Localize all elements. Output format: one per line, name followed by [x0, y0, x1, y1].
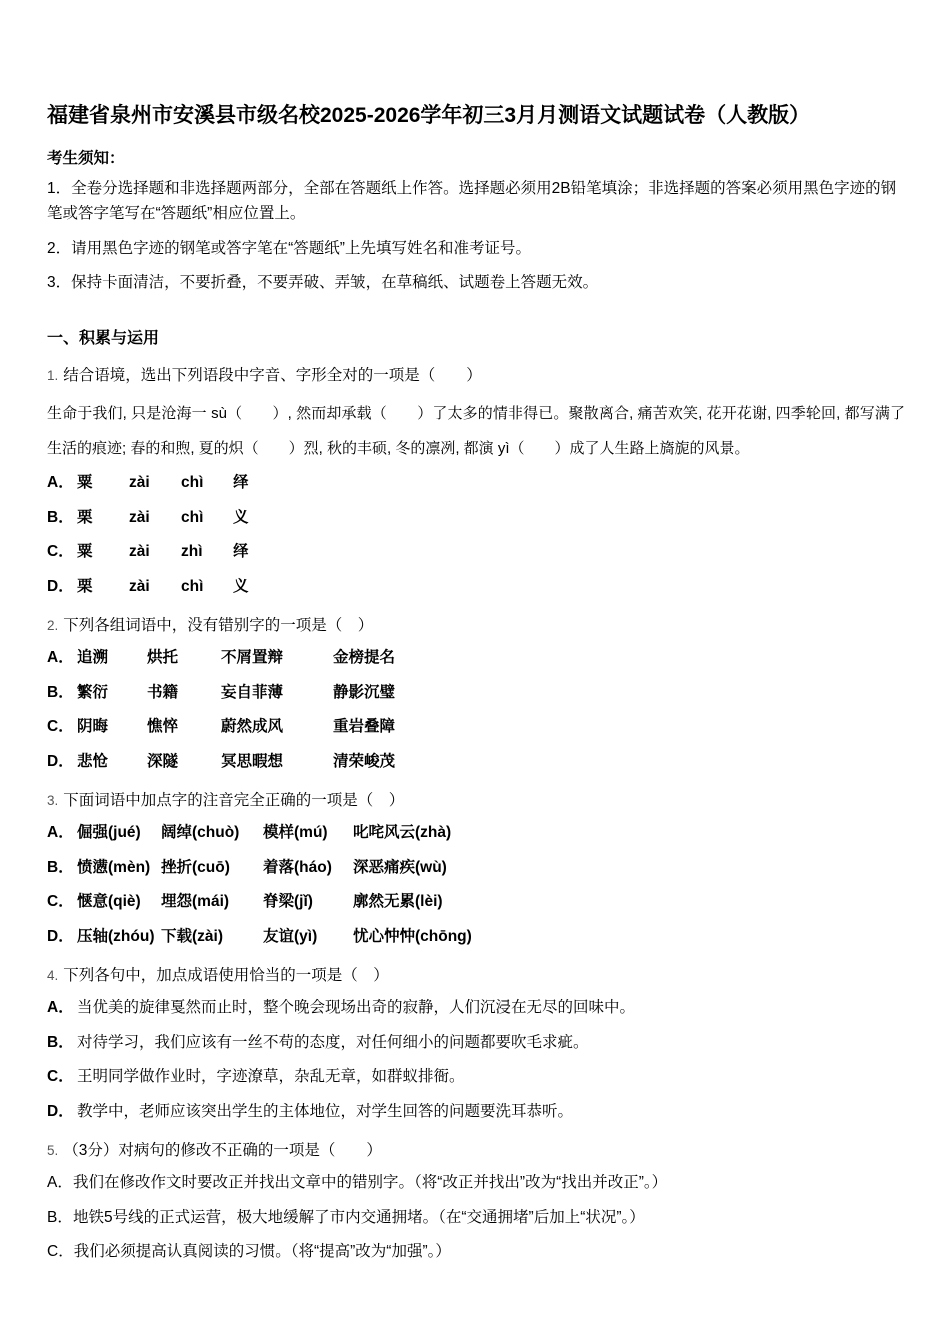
option-label: B． — [47, 858, 74, 876]
option-item: zài — [129, 578, 150, 596]
option-item: zài — [129, 474, 150, 492]
option-item: 模样(mú) — [263, 824, 328, 842]
notice-item: 2．请用黑色字迹的钢笔或答字笔在“答题纸”上先填写姓名和准考证号。 — [47, 239, 531, 257]
option-item: 脊梁(jǐ) — [263, 893, 313, 911]
option-item: 着落(háo) — [263, 858, 332, 876]
option-item: zài — [129, 508, 150, 526]
option-item: 烘托 — [147, 649, 179, 667]
option-item: 惬意(qiè) — [77, 893, 141, 911]
section-heading: 一、积累与运用 — [47, 329, 160, 347]
question-stem — [47, 364, 905, 387]
option-item: 愤懑(mèn) — [77, 858, 151, 876]
question-passage: 生命于我们, 只是沧海一 sù（ ）, 然而却承载（ ）了太多的情非得已。聚散离合, 痛苦欢笑, 花开花谢, 四季轮回, 都写满了生活的痕迹; 春的和煦, 夏的炽（ ）烈, 秋的丰硕, 冬的凛冽, 都演 yì（ ）成了人生路上旖旎的风景。 — [47, 405, 905, 457]
option-item: 阔绰(chuò) — [161, 824, 240, 842]
option-item: 蔚然成风 — [221, 718, 284, 736]
option-item: 倔强(jué) — [77, 824, 141, 842]
option-item: 义 — [233, 578, 249, 596]
option-item: 憔悴 — [147, 718, 179, 736]
question-stem-text: （3分）对病句的修改不正确的一项是（ ） — [63, 1141, 382, 1159]
option-row — [47, 926, 905, 948]
option-label: B． — [47, 1208, 73, 1226]
option-text: 当优美的旋律戛然而止时，整个晚会现场出奇的寂静，人们沉浸在无尽的回味中。 — [77, 999, 636, 1017]
option-row — [47, 472, 905, 494]
notice-header: 考生须知： — [47, 150, 125, 168]
question-stem — [47, 614, 905, 637]
option-item: 绎 — [233, 474, 249, 492]
option-item: 粟 — [77, 474, 93, 492]
option-item: 深隧 — [147, 753, 179, 771]
option-text: 教学中，老师应该突出学生的主体地位，对学生回答的问题要洗耳恭听。 — [77, 1103, 574, 1121]
option-label: B． — [47, 508, 74, 526]
option-item: 不屑置辩 — [221, 649, 284, 667]
question-stem-text: 下列各组词语中，没有错别字的一项是（ ） — [63, 616, 374, 634]
option-item: 栗 — [77, 578, 93, 596]
option-row — [47, 891, 905, 913]
option-item: 叱咤风云(zhà) — [353, 824, 452, 842]
option-label: D． — [47, 928, 74, 946]
option-item: 义 — [233, 508, 249, 526]
option-item: 阴晦 — [77, 718, 109, 736]
option-text: 王明同学做作业时，字迹潦草，杂乱无章，如群蚁排衙。 — [77, 1068, 465, 1086]
option-row — [47, 716, 905, 738]
option-label: C． — [47, 1243, 74, 1261]
option-item: 忧心忡忡(chōng) — [353, 928, 472, 946]
option-item: 静影沉璧 — [333, 683, 396, 701]
option-label: C． — [47, 543, 74, 561]
option-item: 妄自菲薄 — [221, 683, 284, 701]
option-label: A． — [47, 649, 74, 667]
option-row — [47, 1172, 905, 1194]
option-item: 栗 — [77, 508, 93, 526]
option-item: 友谊(yì) — [263, 928, 318, 946]
option-text: 我们必须提高认真阅读的习惯。（将“提高”改为“加强”。） — [73, 1243, 451, 1261]
option-item: zài — [129, 543, 150, 561]
question-number: 4. — [47, 967, 59, 983]
option-row — [47, 857, 905, 879]
option-item: 悲怆 — [77, 753, 109, 771]
option-text: 我们在修改作文时要改正并找出文章中的错别字。（将“改正并找出”改为“找出并改正”。） — [73, 1174, 668, 1192]
question-number: 3. — [47, 792, 59, 808]
option-item: 下载(zài) — [161, 928, 224, 946]
option-label: B． — [47, 1033, 74, 1051]
option-row — [47, 751, 905, 773]
option-label: A． — [47, 1174, 73, 1192]
option-row — [47, 1241, 905, 1263]
option-text: 对待学习，我们应该有一丝不苟的态度，对任何细小的问题都要吹毛求疵。 — [77, 1033, 589, 1051]
option-label: C． — [47, 893, 74, 911]
option-item: zhì — [181, 543, 203, 561]
option-label: C． — [47, 1068, 74, 1086]
option-item: chì — [181, 578, 204, 596]
option-label: A． — [47, 474, 74, 492]
option-item: 深恶痛疾(wù) — [353, 858, 447, 876]
option-row — [47, 682, 905, 704]
option-item: 冥思暇想 — [221, 753, 284, 771]
option-item: 廓然无累(lèi) — [353, 893, 443, 911]
option-item: chì — [181, 508, 204, 526]
question-stem — [47, 1139, 905, 1162]
question-stem-text: 下列各句中，加点成语使用恰当的一项是（ ） — [63, 966, 389, 984]
option-row — [47, 822, 905, 844]
option-item: 追溯 — [77, 649, 109, 667]
option-row — [47, 1101, 905, 1123]
option-item: 繁衍 — [77, 683, 109, 701]
option-item: 金榜提名 — [333, 649, 396, 667]
option-text: 地铁5号线的正式运营，极大地缓解了市内交通拥堵。（在“交通拥堵”后加上“状况”。） — [73, 1208, 645, 1226]
option-row — [47, 541, 905, 563]
question-number: 1. — [47, 367, 59, 383]
notice-item: 1．全卷分选择题和非选择题两部分，全部在答题纸上作答。选择题必须用2B铅笔填涂；非选择题的答案必须用黑色字迹的钢笔或答字笔写在“答题纸”相应位置上。 — [47, 180, 897, 223]
notice-item: 3．保持卡面清洁，不要折叠，不要弄破、弄皱，在草稿纸、试题卷上答题无效。 — [47, 273, 599, 291]
option-label: B． — [47, 683, 74, 701]
option-row — [47, 1207, 905, 1229]
option-row — [47, 1066, 905, 1088]
question-stem-text: 下面词语中加点字的注音完全正确的一项是（ ） — [63, 791, 405, 809]
option-label: A． — [47, 824, 74, 842]
option-row — [47, 507, 905, 529]
option-item: 书籍 — [147, 683, 179, 701]
option-item: 粟 — [77, 543, 93, 561]
question-stem — [47, 964, 905, 987]
question-number: 5. — [47, 1142, 59, 1158]
question-number: 2. — [47, 617, 59, 633]
option-row — [47, 576, 905, 598]
option-item: chì — [181, 474, 204, 492]
option-row — [47, 647, 905, 669]
option-row — [47, 997, 905, 1019]
question-stem — [47, 789, 905, 812]
option-label: D． — [47, 1103, 74, 1121]
option-item: 绎 — [233, 543, 249, 561]
paper-title: 福建省泉州市安溪县市级名校2025-2026学年初三3月月测语文试题试卷（人教版） — [47, 104, 811, 127]
option-item: 重岩叠障 — [333, 718, 396, 736]
question-stem-text: 结合语境，选出下列语段中字音、字形全对的一项是（ ） — [63, 366, 482, 384]
option-item: 清荣峻茂 — [333, 753, 396, 771]
option-label: A． — [47, 999, 74, 1017]
option-item: 挫折(cuō) — [161, 858, 230, 876]
option-row — [47, 1032, 905, 1054]
option-item: 埋怨(mái) — [161, 893, 230, 911]
option-label: D． — [47, 578, 74, 596]
option-item: 压轴(zhóu) — [77, 928, 155, 946]
option-label: C． — [47, 718, 74, 736]
option-label: D． — [47, 753, 74, 771]
